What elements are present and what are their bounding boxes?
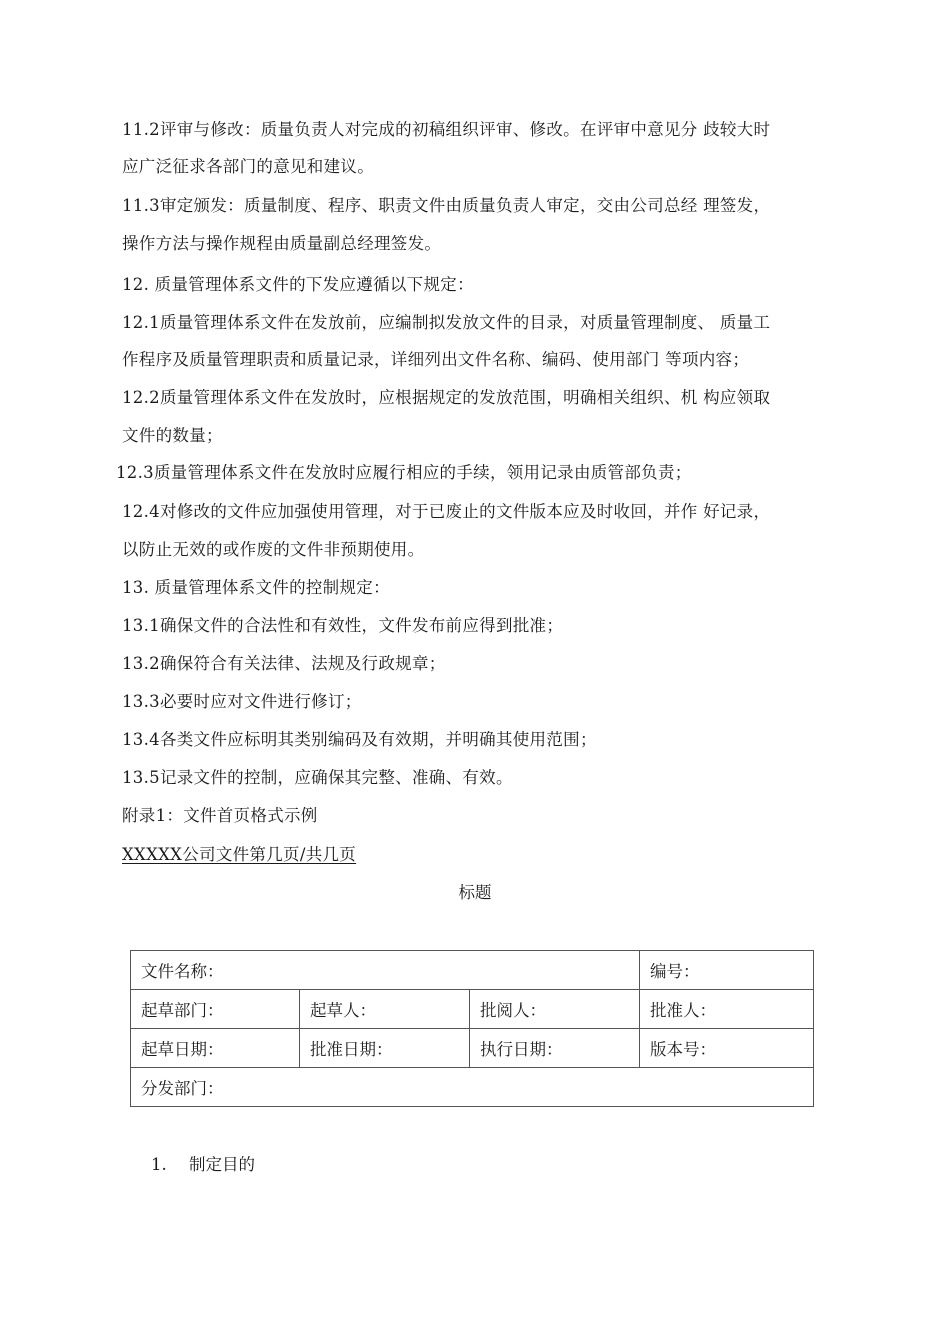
approver-cell: 批准人： [640, 990, 814, 1029]
reviewer-cell: 批阅人： [470, 990, 640, 1029]
section-heading: 13. 质量管理体系文件的控制规定： [122, 578, 390, 597]
table-row [131, 990, 814, 1029]
paragraph-line: 13.3必要时应对文件进行修订； [122, 692, 362, 711]
table-row [131, 1029, 814, 1068]
version-cell: 版本号： [640, 1029, 814, 1068]
table-row [131, 951, 814, 990]
paragraph-line: 操作方法与操作规程由质量副总经理签发。 [122, 234, 442, 253]
paragraph-line: 12.3质量管理体系文件在发放时应履行相应的手续，领用记录由质管部负责； [116, 463, 692, 482]
paragraph-line: 11.3审定颁发：质量制度、程序、职责文件由质量负责人审定，交由公司总经 理签发， [122, 196, 771, 215]
list-item-number: 1. [151, 1155, 167, 1174]
table-row [131, 1068, 814, 1107]
exec-date-cell: 执行日期： [470, 1029, 640, 1068]
paragraph-line: 11.2评审与修改：质量负责人对完成的初稿组织评审、修改。在评审中意见分 歧较大时 [122, 120, 771, 139]
draft-dept-cell: 起草部门： [131, 990, 300, 1029]
approve-date-cell: 批准日期： [300, 1029, 470, 1068]
paragraph-line: 13.4各类文件应标明其类别编码及有效期，并明确其使用范围； [122, 730, 597, 749]
distribute-dept-cell: 分发部门： [131, 1068, 814, 1107]
drafter-cell: 起草人： [300, 990, 470, 1029]
list-item-text: 制定目的 [189, 1155, 255, 1174]
paragraph-line: 作程序及质量管理职责和质量记录，详细列出文件名称、编码、使用部门 等项内容； [122, 350, 750, 369]
paragraph-line: 13.5记录文件的控制，应确保其完整、准确、有效。 [122, 768, 513, 787]
draft-date-cell: 起草日期： [131, 1029, 300, 1068]
document-info-table [130, 950, 814, 1107]
paragraph-line: 12.4对修改的文件应加强使用管理，对于已废止的文件版本应及时收回，并作 好记录， [122, 502, 771, 521]
paragraph-line: 13.1确保文件的合法性和有效性，文件发布前应得到批准； [122, 616, 564, 635]
number-cell: 编号： [640, 951, 814, 990]
section-heading: 12. 质量管理体系文件的下发应遵循以下规定： [122, 275, 474, 294]
paragraph-line: 文件的数量； [122, 426, 223, 445]
paragraph-line: 以防止无效的或作废的文件非预期使用。 [122, 540, 425, 559]
appendix-heading: 附录1：文件首页格式示例 [122, 806, 318, 825]
paragraph-line: 12.2质量管理体系文件在发放时，应根据规定的发放范围，明确相关组织、机 构应领取 [122, 388, 771, 407]
paragraph-line: 13.2确保符合有关法律、法规及行政规章； [122, 654, 446, 673]
document-title: 标题 [458, 883, 492, 902]
file-name-cell: 文件名称： [131, 951, 640, 990]
paragraph-line: 12.1质量管理体系文件在发放前，应编制拟发放文件的目录，对质量管理制度、 质量工 [122, 313, 771, 332]
document-header-line: XXXXX公司文件第几页/共几页 [122, 845, 357, 864]
paragraph-line: 应广泛征求各部门的意见和建议。 [122, 157, 374, 176]
